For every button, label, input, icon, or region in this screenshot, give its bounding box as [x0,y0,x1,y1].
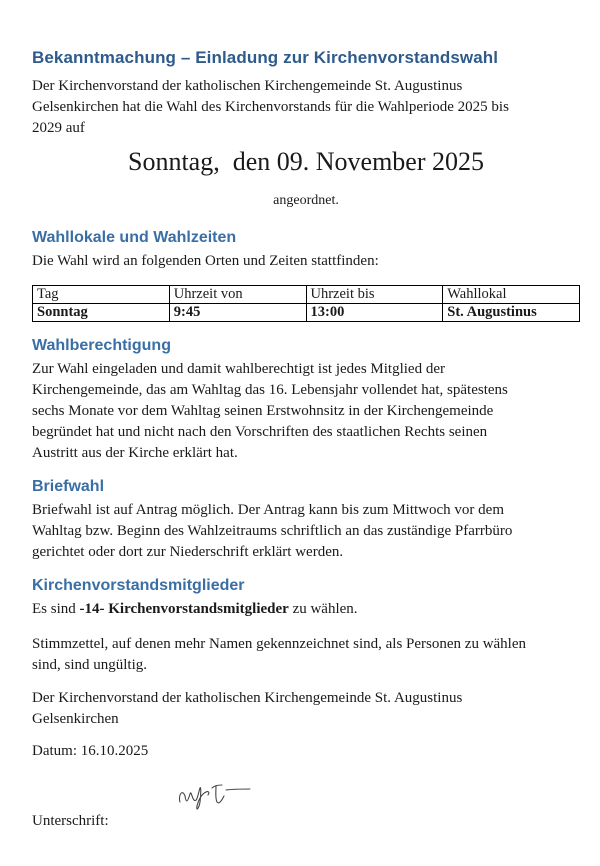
members-count-text [32,599,358,620]
postal-heading: Briefwahl [32,478,105,495]
eligibility-line-1: Zur Wahl eingeladen und damit wahlberechtigt ist jedes Mitglied der [32,361,445,377]
handwritten-signature [172,776,272,816]
eligibility-line-3: sechs Monate vor dem Wahltag seinen Erstwohnsitz in der Kirchengemeinde [32,403,494,419]
cell-day: Sonntag [33,304,170,322]
intro-line-1: Der Kirchenvorstand der katholischen Kirchengemeinde St. Augustinus [32,78,463,94]
header-time-to: Uhrzeit bis [306,286,443,304]
cell-time-from: 9:45 [169,304,306,322]
document-title: Bekanntmachung – Einladung zur Kirchenvorstandswahl [32,48,499,67]
eligibility-heading: Wahlberechtigung [32,337,171,354]
ballot-line-2: sind, sind ungültig. [32,657,148,673]
header-day: Tag [33,286,170,304]
eligibility-line-2: Kirchengemeinde, das am Wahltag das 16. Lebensjahr vollendet hat, spätestens [32,382,508,398]
board-line-2: Gelsenkirchen [32,711,119,727]
header-location: Wahllokal [443,286,580,304]
document-date: Datum: 16.10.2025 [32,743,149,759]
intro-line-3: 2029 auf [32,120,85,136]
eligibility-line-5: Austritt aus der Kirche erklärt hat. [32,445,238,461]
postal-line-3: gerichtet oder dort zur Niederschrift erklärt werden. [32,544,344,560]
ballot-line-1: Stimmzettel, auf denen mehr Namen gekennzeichnet sind, als Personen zu wählen [32,636,527,652]
members-count: -14- Kirchenvorstandsmitglieder [79,601,289,617]
header-time-from: Uhrzeit von [169,286,306,304]
cell-location: St. Augustinus [443,304,580,322]
cell-time-to: 13:00 [306,304,443,322]
intro-line-2: Gelsenkirchen hat die Wahl des Kirchenvorstands für die Wahlperiode 2025 bis [32,99,509,115]
locations-text: Die Wahl wird an folgenden Orten und Zeiten stattfinden: [32,253,379,269]
signature-label: Unterschrift: [32,813,109,829]
postal-line-1: Briefwahl ist auf Antrag möglich. Der Antrag kann bis zum Mittwoch vor dem [32,502,504,518]
locations-heading: Wahllokale und Wahlzeiten [32,229,237,246]
election-date: Sonntag, den 09. November 2025 [127,147,484,176]
ordered-text: angeordnet. [273,193,339,208]
members-heading: Kirchenvorstandsmitglieder [32,577,245,594]
board-line-1: Der Kirchenvorstand der katholischen Kirchengemeinde St. Augustinus [32,690,463,706]
postal-line-2: Wahltag bzw. Beginn des Wahlzeitraums schriftlich an das zuständige Pfarrbüro [32,523,513,539]
schedule-header-row [33,286,580,304]
members-text-suffix: zu wählen. [288,601,358,617]
eligibility-line-4: begründet hat und nicht nach den Vorschriften des staatlichen Rechts seinen [32,424,488,440]
members-text-prefix: Es sind [32,601,80,617]
schedule-table [32,285,580,322]
schedule-row [33,304,580,322]
